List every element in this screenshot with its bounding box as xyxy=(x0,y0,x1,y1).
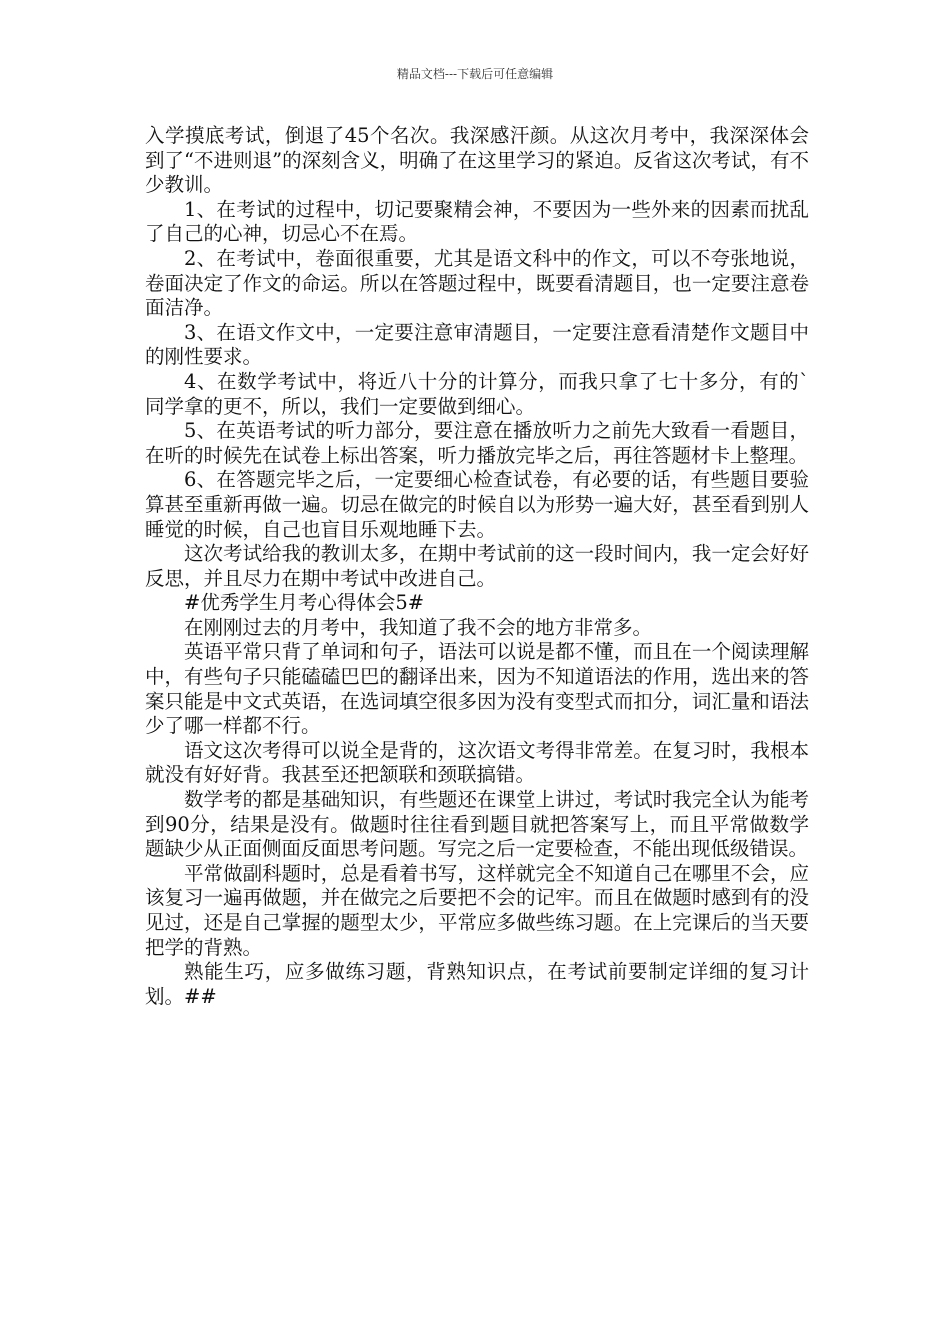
paragraph-11: 英语平常只背了单词和句子，语法可以说是都不懂，而且在一个阅读理解中，有些句子只能磕磕巴巴的翻译出来，因为不知道语法的作用，选出来的答案只能是中文式英语，在选词填空很多因为没有变型式而扣分，词汇量和语法少了哪一样都不行。 xyxy=(145,640,809,738)
paragraph-12: 语文这次考得可以说全是背的，这次语文考得非常差。在复习时，我根本就没有好好背。我甚至还把颔联和颈联搞错。 xyxy=(145,738,809,787)
paragraph-7: 6、在答题完毕之后，一定要细心检查试卷，有必要的话，有些题目要验算甚至重新再做一遍。切忌在做完的时候自以为形势一遍大好，甚至看到别人睡觉的时候，自己也盲目乐观地睡下去。 xyxy=(145,468,809,541)
paragraph-15: 熟能生巧，应多做练习题，背熟知识点，在考试前要制定详细的复习计划。## xyxy=(145,960,809,1008)
paragraph-13: 数学考的都是基础知识，有些题还在课堂上讲过，考试时我完全认为能考到90分，结果是没有。做题时往往看到题目就把答案写上，而且平常做数学题缺少从正面侧面反面思考问题。写完之后一定要检查，不能出现低级错误。 xyxy=(145,788,809,861)
paragraph-14: 平常做副科题时，总是看着书写，这样就完全不知道自己在哪里不会，应该复习一遍再做题，并在做完之后要把不会的记牢。而且在做题时感到有的没见过，还是自己掌握的题型太少，平常应多做些练习题。在上完课后的当天要把学的背熟。 xyxy=(145,861,809,959)
document-body xyxy=(145,124,809,1009)
paragraph-4: 3、在语文作文中，一定要注意审清题目，一定要注意看清楚作文题目中的刚性要求。 xyxy=(145,320,809,369)
paragraph-5: 4、在数学考试中，将近八十分的计算分，而我只拿了七十多分，有的`同学拿的更不，所以，我们一定要做到细心。 xyxy=(145,369,809,418)
paragraph-6: 5、在英语考试的听力部分，要注意在播放听力之前先大致看一看题目，在听的时候先在试卷上标出答案，听力播放完毕之后，再往答题材卡上整理。 xyxy=(145,419,809,467)
paragraph-10: 在刚刚过去的月考中，我知道了我不会的地方非常多。 xyxy=(184,615,653,639)
paragraph-8: 这次考试给我的教训太多，在期中考试前的这一段时间内，我一定会好好反思，并且尽力在期中考试中改进自己。 xyxy=(145,542,809,590)
page-header: 精品文档---下载后可任意编辑 xyxy=(396,67,554,81)
paragraph-1: 入学摸底考试，倒退了45个名次。我深感汗颜。从这次月考中，我深深体会到了“不进则退”的深刻含义，明确了在这里学习的紧迫。反省这次考试，有不少教训。 xyxy=(145,124,809,197)
section-heading: #优秀学生月考心得体会5# xyxy=(184,591,425,615)
paragraph-3: 2、在考试中，卷面很重要，尤其是语文科中的作文，可以不夸张地说，卷面决定了作文的命运。所以在答题过程中，既要看清题目，也一定要注意卷面洁净。 xyxy=(145,246,809,320)
paragraph-2: 1、在考试的过程中，切记要聚精会神，不要因为一些外来的因素而扰乱了自己的心神，切忌心不在焉。 xyxy=(145,197,809,246)
